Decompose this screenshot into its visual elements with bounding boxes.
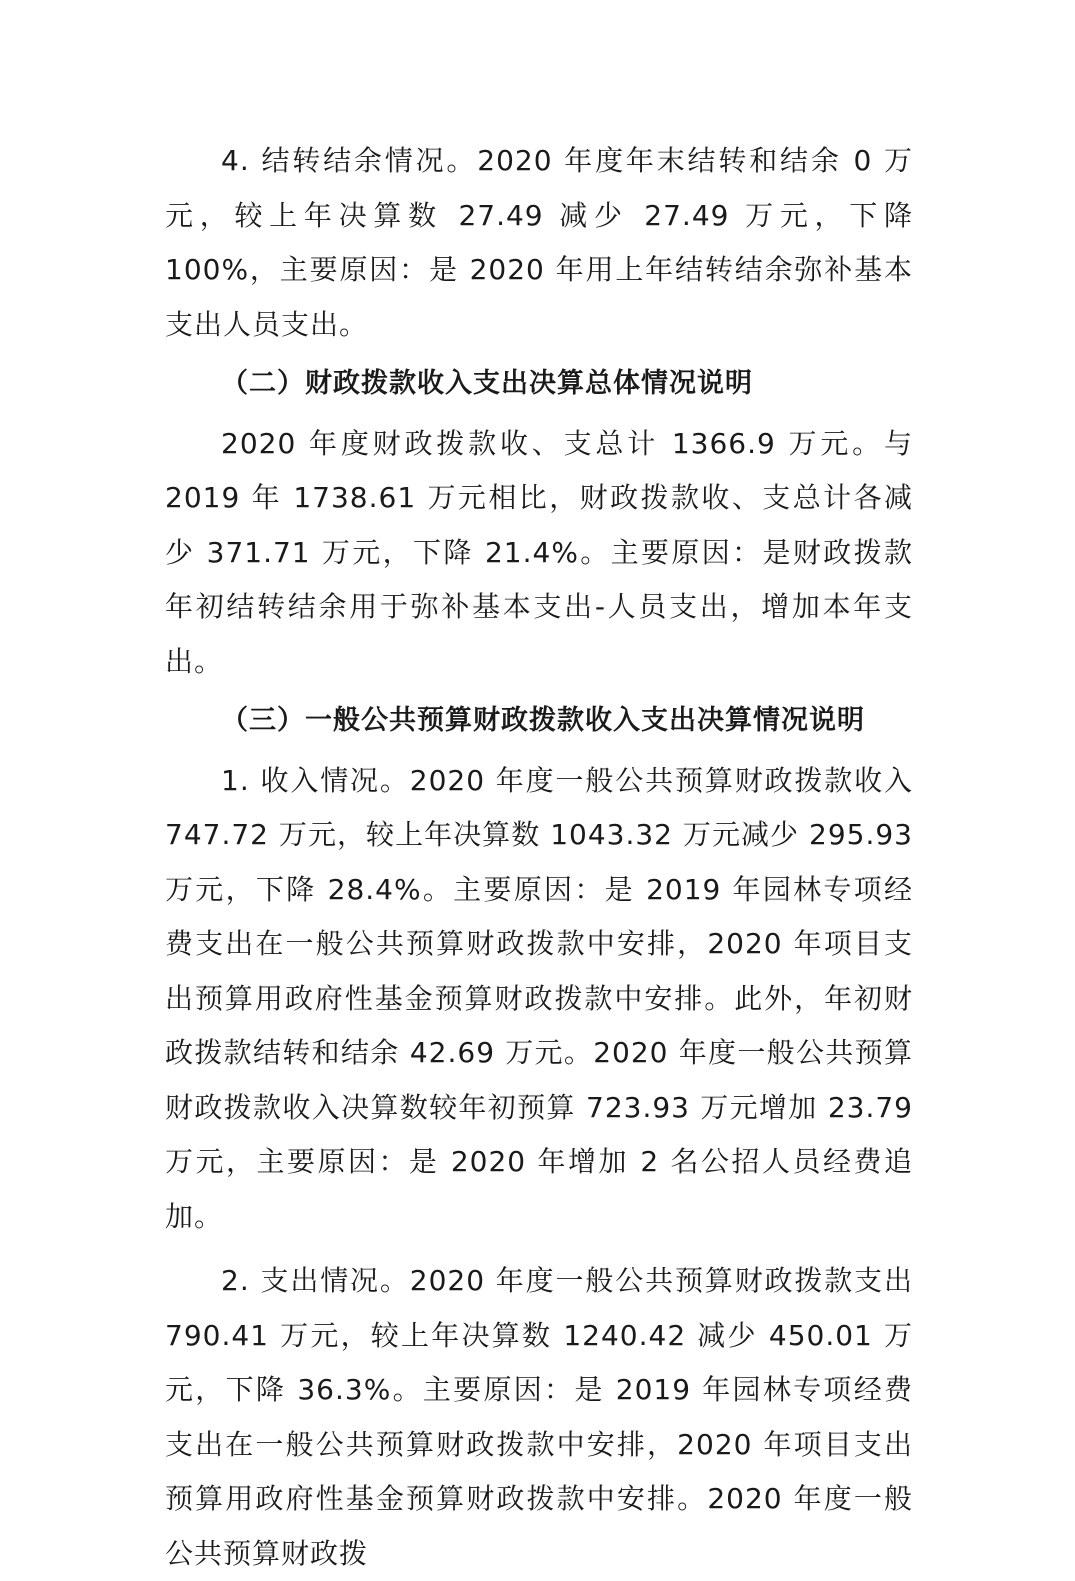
section-heading-3: （三）一般公共预算财政拨款收入支出决算情况说明 [221, 705, 865, 736]
paragraph-carryover-balance: 4. 结转结余情况。2020 年度年末结转和结余 0 万元，较上年决算数 27.49 减少 27.49 万元，下降 100%，主要原因：是 2020 年用上年结转结余弥补基本支出人员支出。 [165, 144, 913, 341]
paragraph-income: 1. 收入情况。2020 年度一般公共预算财政拨款收入 747.72 万元，较上年决算数 1043.32 万元减少 295.93 万元，下降 28.4%。主要原因：是 2019 年园林专项经费支出在一般公共预算财政拨款中安排，2020 年项目支出预算用政府性基金预算财政拨款中安排。此外，年初财政拨款结转和结余 42.69 万元。2020 年度一般公共预算财政拨款收入决算数较年初预算 723.93 万元增加 23.79 万元，主要原因：是 2020 年增加 2 名公招人员经费追加。 [165, 763, 913, 1233]
paragraph-fiscal-total: 2020 年度财政拨款收、支总计 1366.9 万元。与 2019 年 1738.61 万元相比，财政拨款收、支总计各减少 371.71 万元，下降 21.4%。主要原因：是财政拨款年初结转结余用于弥补基本支出-人员支出，增加本年支出。 [165, 426, 913, 678]
section-heading-2: （二）财政拨款收入支出决算总体情况说明 [221, 368, 753, 399]
document-body [165, 134, 913, 1581]
spacer [165, 1244, 913, 1254]
paragraph-expense: 2. 支出情况。2020 年度一般公共预算财政拨款支出 790.41 万元，较上年决算数 1240.42 减少 450.01 万元，下降 36.3%。主要原因：是 2019 年园林专项经费支出在一般公共预算财政拨款中安排，2020 年项目支出预算用政府性基金预算财政拨款中安排。2020 年度一般公共预算财政拨 [165, 1264, 913, 1570]
